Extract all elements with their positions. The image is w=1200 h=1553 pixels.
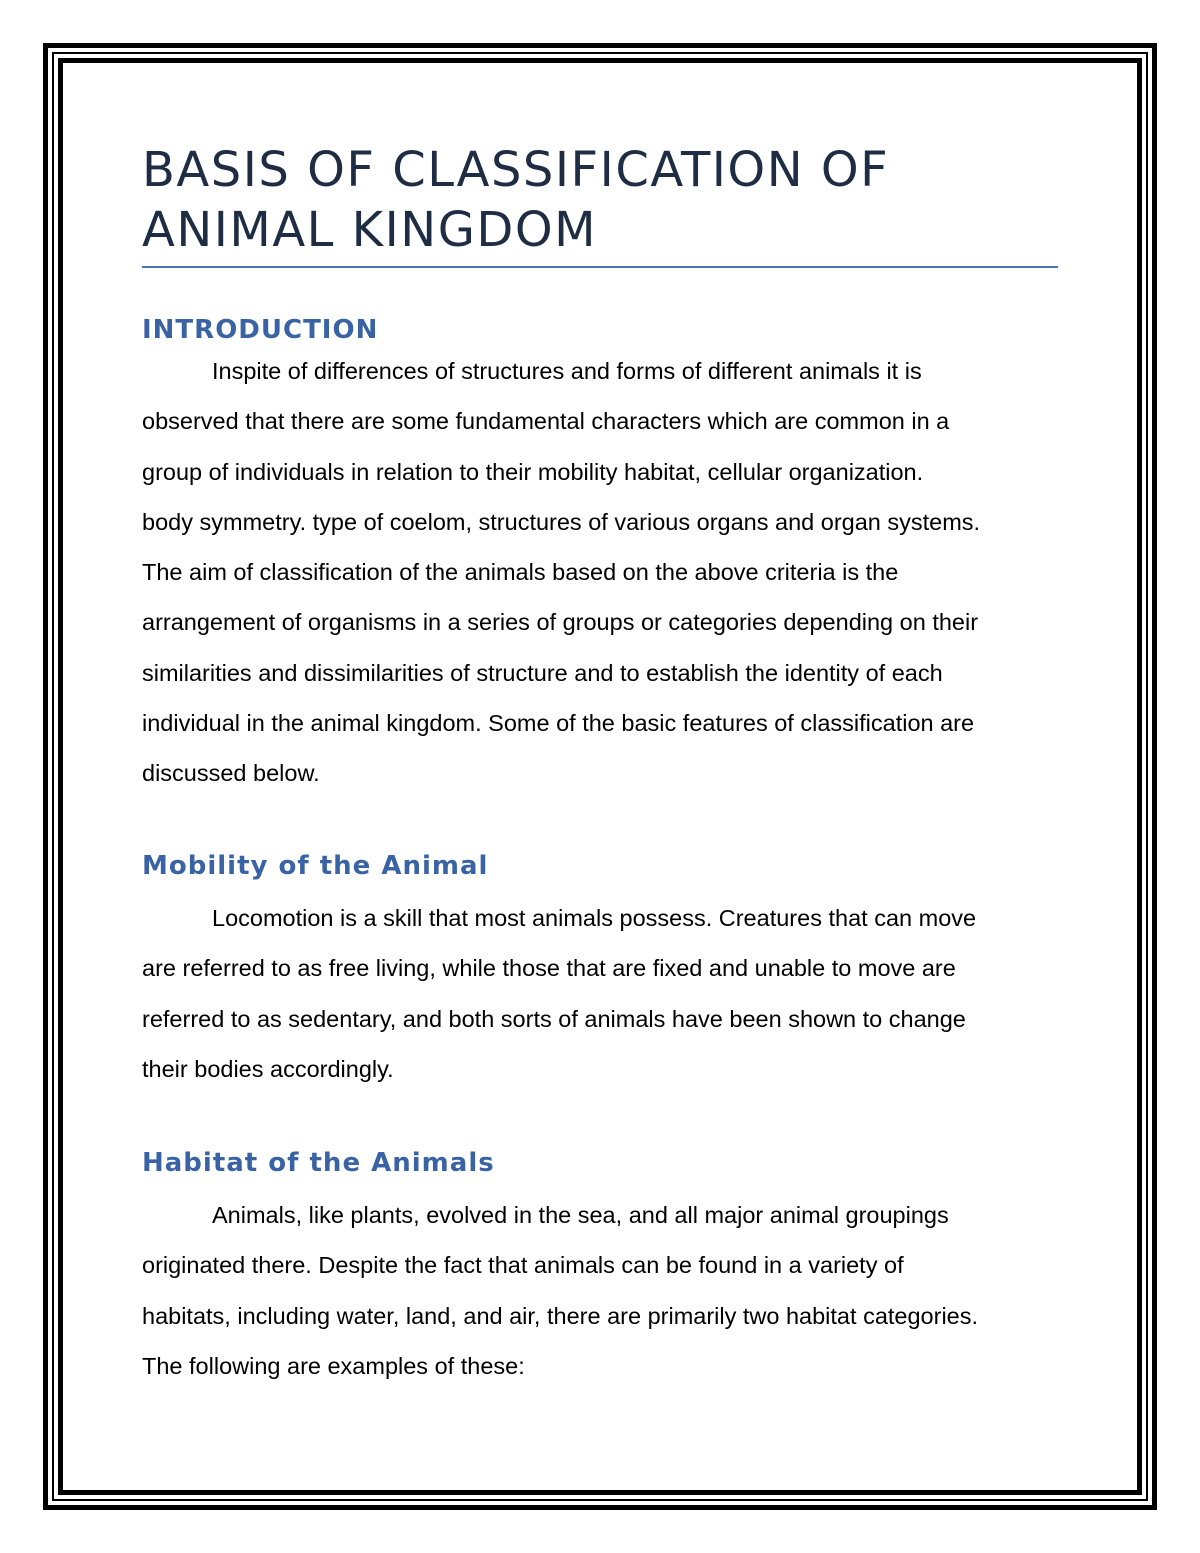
text-line: body symmetry. type of coelom, structures of various organs and organ systems. bbox=[142, 508, 981, 535]
text-line: The aim of classification of the animals based on the above criteria is the bbox=[142, 559, 899, 586]
paragraph-mobility bbox=[142, 893, 1062, 1094]
title-line-1: BASIS OF CLASSIFICATION OF bbox=[142, 142, 890, 198]
text-line: their bodies accordingly. bbox=[142, 1055, 394, 1082]
text-line: observed that there are some fundamental characters which are common in a bbox=[142, 408, 950, 435]
title-line-2: ANIMAL KINGDOM bbox=[142, 202, 598, 258]
heading-habitat: Habitat of the Animals bbox=[142, 1148, 495, 1178]
title-underline bbox=[142, 266, 1058, 268]
heading-mobility: Mobility of the Animal bbox=[142, 851, 489, 881]
text-line: discussed below. bbox=[142, 760, 320, 787]
paragraph-habitat bbox=[142, 1190, 1062, 1391]
text-line: originated there. Despite the fact that animals can be found in a variety of bbox=[142, 1252, 904, 1279]
text-line: are referred to as free living, while those that are fixed and unable to move are bbox=[142, 955, 956, 982]
text-line: arrangement of organisms in a series of groups or categories depending on their bbox=[142, 609, 979, 636]
text-line: individual in the animal kingdom. Some of the basic features of classification are bbox=[142, 710, 975, 737]
text-line: Inspite of differences of structures and forms of different animals it is bbox=[212, 358, 922, 384]
text-line: referred to as sedentary, and both sorts of animals have been shown to change bbox=[142, 1005, 966, 1032]
heading-introduction: INTRODUCTION bbox=[142, 315, 379, 345]
text-line: similarities and dissimilarities of structure and to establish the identity of each bbox=[142, 659, 943, 686]
text-line: group of individuals in relation to their mobility habitat, cellular organization. bbox=[142, 458, 924, 485]
document-content bbox=[142, 140, 1062, 1379]
text-line: habitats, including water, land, and air, there are primarily two habitat categories. bbox=[142, 1302, 979, 1329]
paragraph-introduction bbox=[142, 346, 1062, 799]
text-line: Locomotion is a skill that most animals possess. Creatures that can move bbox=[212, 905, 977, 931]
document-title bbox=[142, 140, 1062, 260]
text-line: Animals, like plants, evolved in the sea, and all major animal groupings bbox=[212, 1202, 949, 1228]
text-line: The following are examples of these: bbox=[142, 1352, 525, 1379]
